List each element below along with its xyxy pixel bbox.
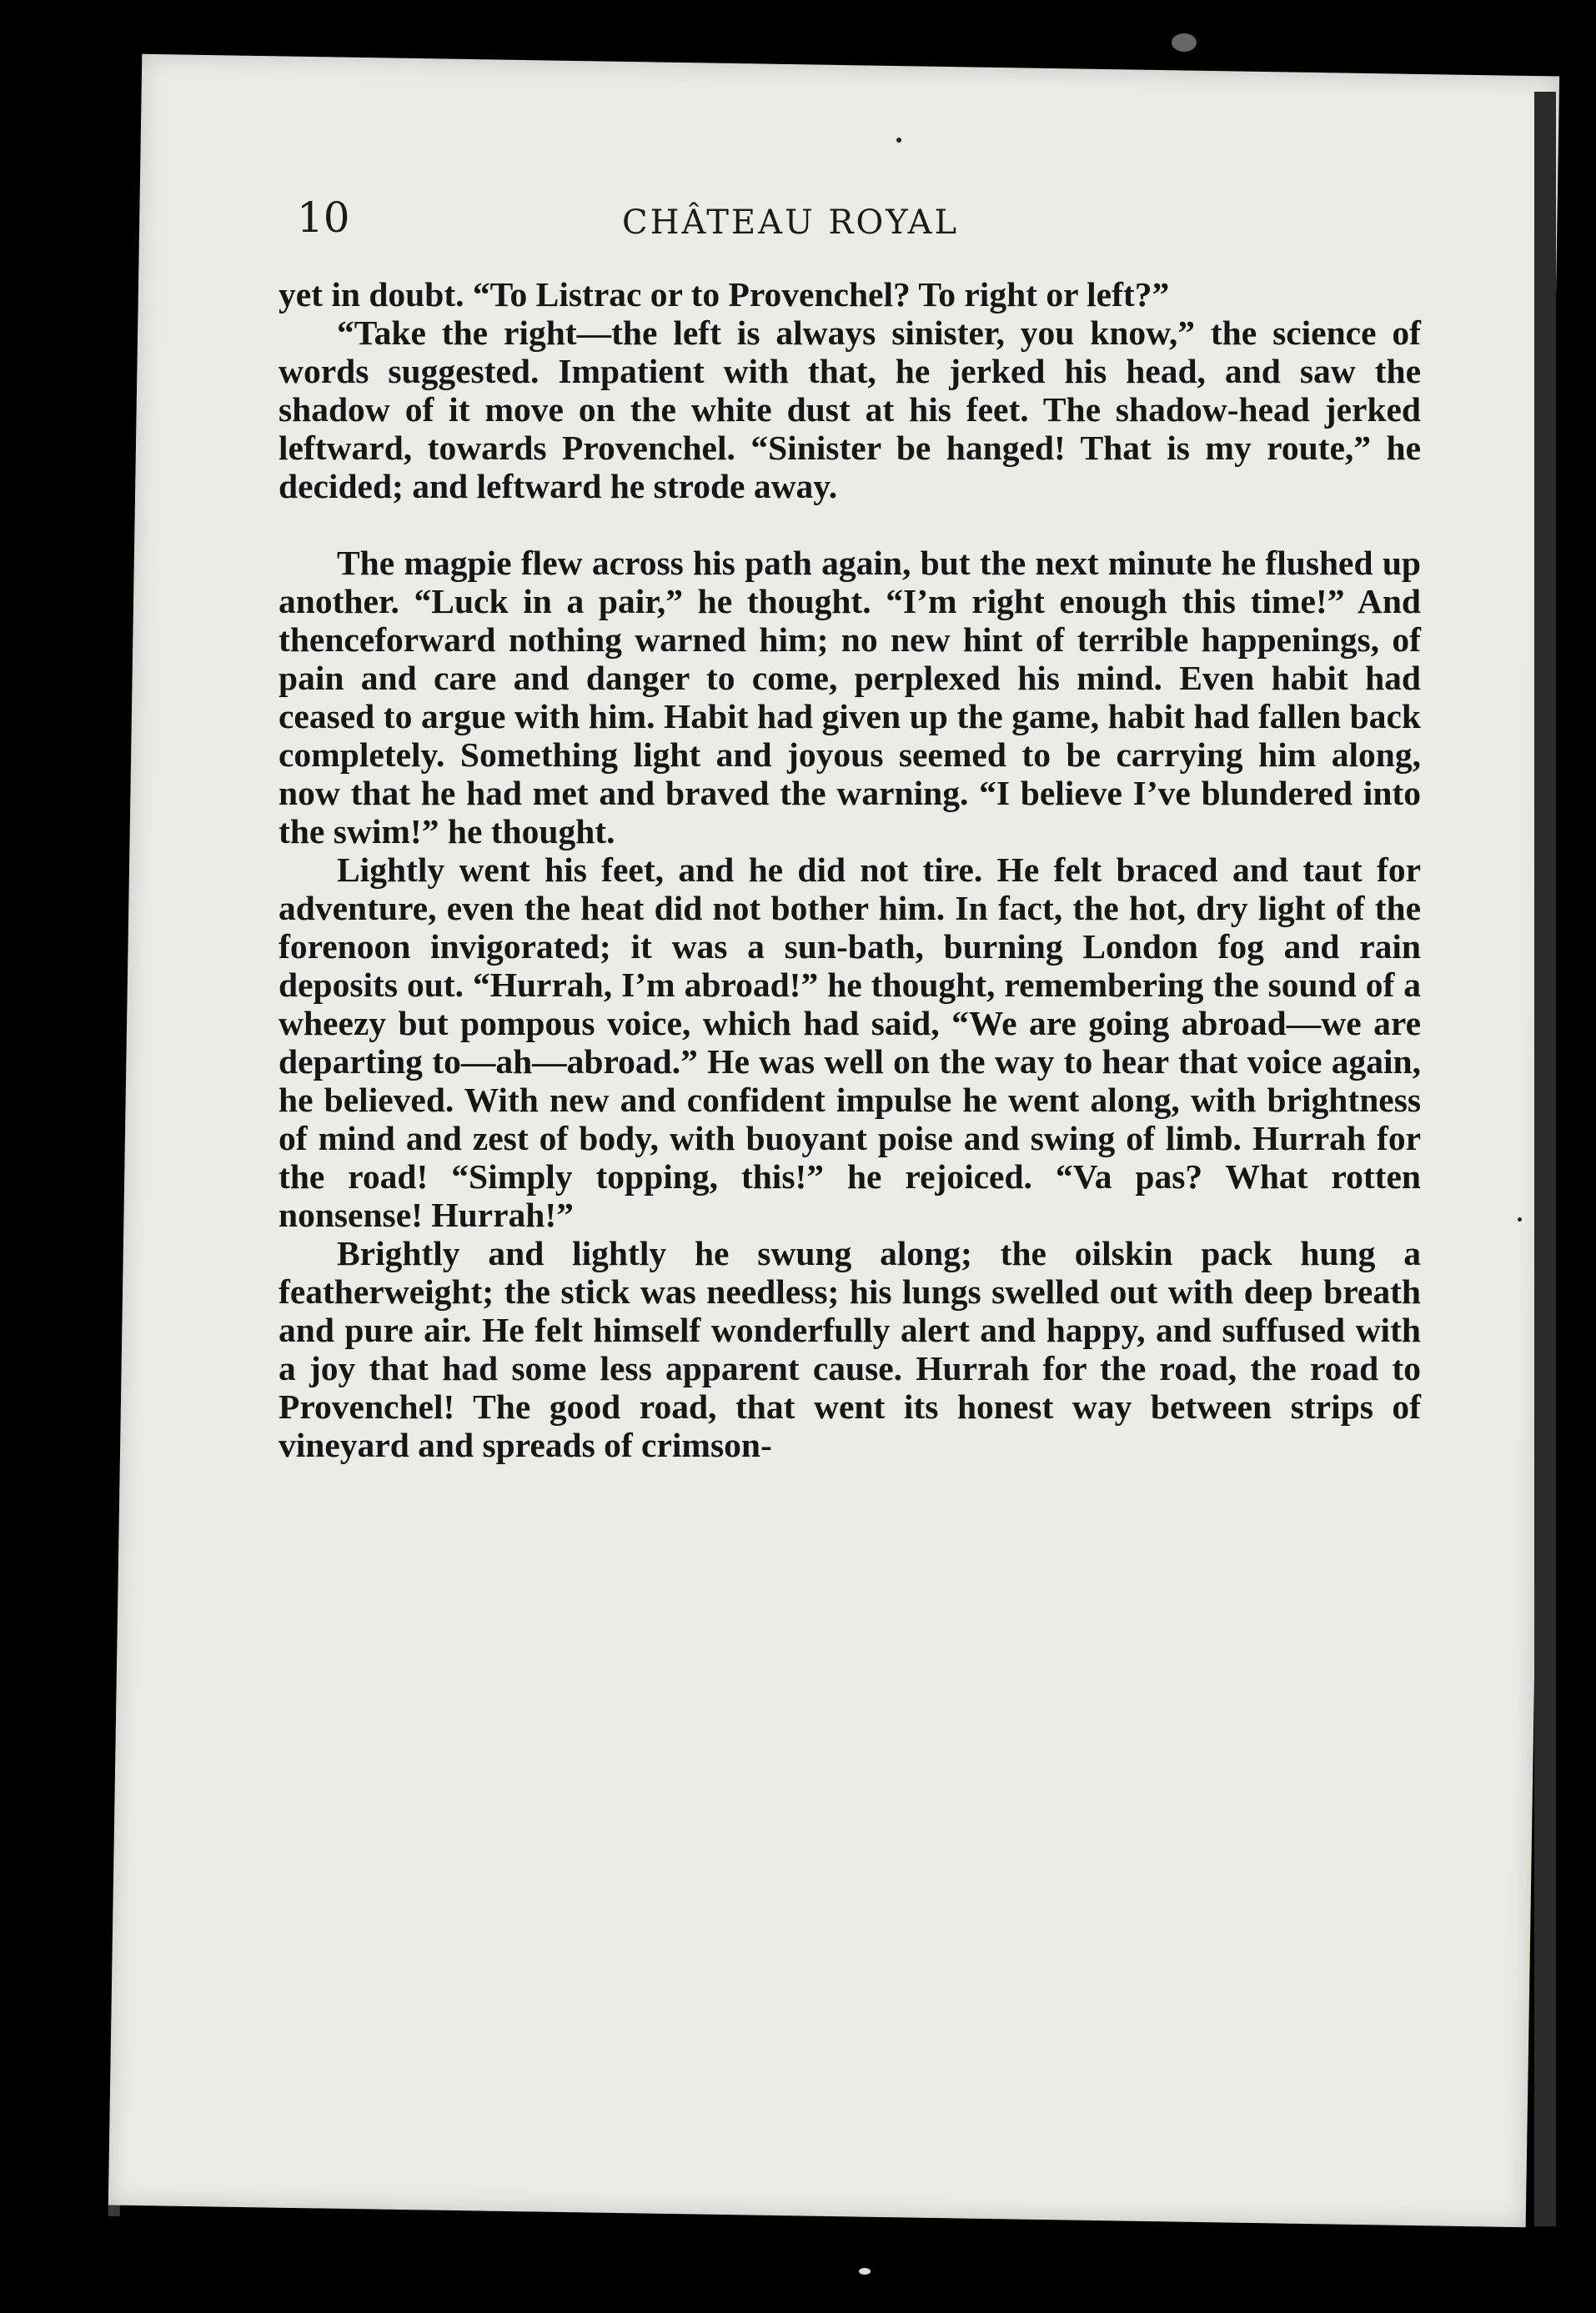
scan-speck: [1172, 33, 1197, 52]
scan-speck: [896, 138, 901, 143]
scan-speck: [1518, 1217, 1522, 1222]
page-number: 10: [297, 193, 350, 242]
paragraph: The magpie flew across his path again, but the next minute he flushed up another. “Luck in a pair,” he thought. “I’m right enough this time!” And thenceforward nothing warned him; no new hint of terrible happenings, of pain and care and danger to come, perplexed his mind. Even habit had ceased to argue with him. Habit had given up the game, habit had fallen back completely. Something light and joyous seemed to be carrying him along, now that he had met and braved the warning. “I believe I’ve blundered into the swim!” he thought.: [279, 544, 1421, 850]
page-right-edge: [1534, 92, 1556, 2226]
paragraph: Brightly and lightly he swung along; the oilskin pack hung a featherweight; the stick was needless; his lungs swelled out with deep breath and pure air. He felt himself wonderfully alert and happy, and suffused with a joy that had some less apparent cause. Hurrah for the road, the road to Provenchel! The good road, that went its honest way between strips of vineyard and spreads of crimson-: [279, 1234, 1421, 1464]
page-header: [297, 193, 1423, 260]
paragraph: yet in doubt. “To Listrac or to Provenchel? To right or left?”: [279, 275, 1170, 314]
paragraph: “Take the right—the left is always sinister, you know,” the science of words suggested. Impatient with that, he jerked his head, and saw the shadow of it move on the white dust at his feet. The shadow-head jerked leftward, towards Provenchel. “Sinister be hanged! That is my route,” he decided; and leftward he strode away.: [279, 314, 1421, 505]
running-title: CHÂTEAU ROYAL: [622, 203, 960, 242]
scan-speck: [859, 2268, 871, 2275]
paragraph: Lightly went his feet, and he did not tire. He felt braced and taut for adventure, even the heat did not bother him. In fact, the hot, dry light of the forenoon invigorated; it was a sun-bath, burning London fog and rain deposits out. “Hurrah, I’m abroad!” he thought, remembering the sound of a wheezy but pompous voice, which had said, “We are going abroad—we are departing to—ah—abroad.” He was well on the way to hear that voice again, he believed. With new and confident impulse he went along, with brightness of mind and zest of body, with buoyant poise and swing of limb. Hurrah for the road! “Simply topping, this!” he rejoiced. “Va pas? What rotten nonsense! Hurrah!”: [279, 850, 1421, 1234]
body-text: [279, 275, 1421, 1464]
